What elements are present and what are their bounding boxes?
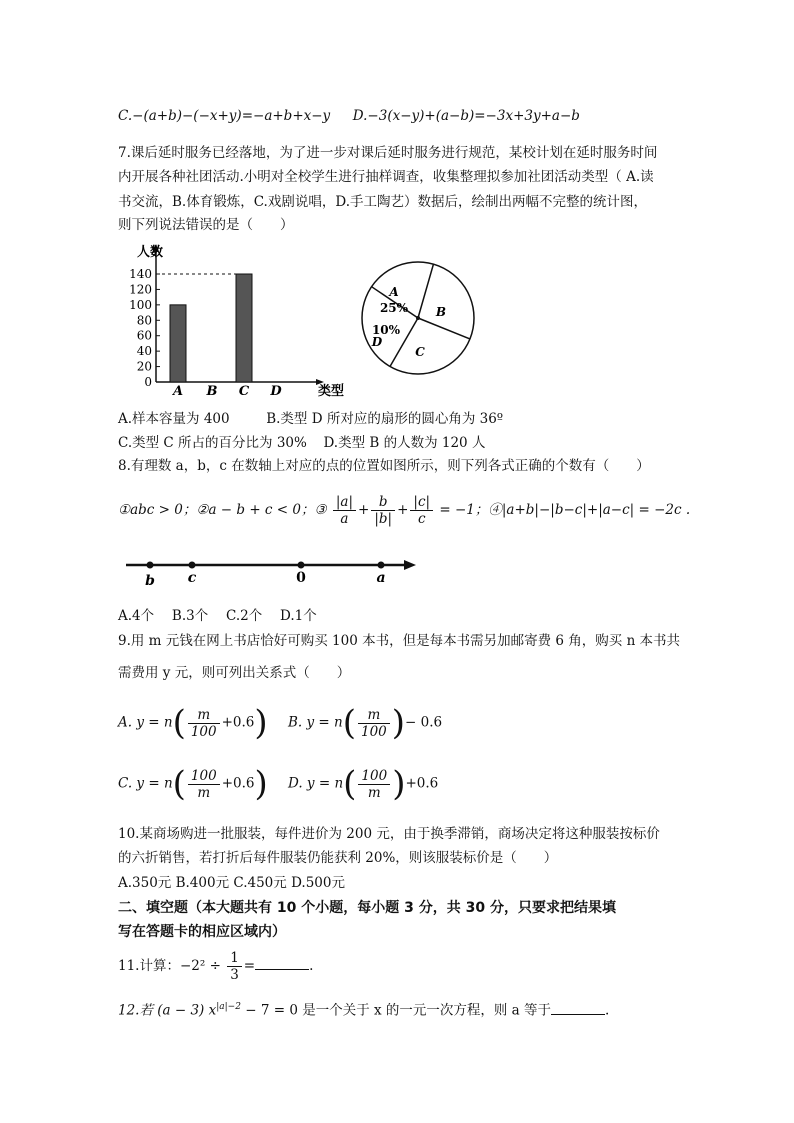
q9-option-d-post: +0.6 bbox=[405, 775, 439, 792]
pie-label-D: D bbox=[371, 335, 383, 349]
q8-options: A.4个 B.3个 C.2个 D.1个 bbox=[118, 608, 317, 624]
label-zero: 0 bbox=[296, 570, 306, 586]
q11-num: 1 bbox=[227, 950, 242, 967]
q6-options bbox=[118, 107, 580, 125]
q9-option-a-num: m bbox=[188, 707, 220, 724]
q7-options-row1 bbox=[118, 410, 503, 428]
q8-frac-a: $\frac{|a|}{a}$ bbox=[333, 494, 356, 527]
q8-frac-b: $\frac{b}{|b|}$ bbox=[371, 494, 395, 527]
q10-stem-line1: 10.某商场购进一批服装，每件进价为 200 元，由于换季滞销，商场决定将这种服装按标价 bbox=[118, 826, 660, 842]
q11-answer-blank[interactable] bbox=[255, 955, 309, 970]
q7-option-a: A.样本容量为 400 bbox=[118, 411, 230, 427]
q7-stem-line4: 则下列说法错误的是（ ） bbox=[118, 217, 294, 233]
pie-chart bbox=[352, 240, 482, 390]
bar-y-tick-label: 120 bbox=[129, 282, 152, 297]
pie-center bbox=[416, 316, 420, 320]
number-line-arrow bbox=[404, 560, 416, 570]
q11-equals: = bbox=[243, 958, 256, 974]
q9-stem-line1: 9.用 m 元钱在网上书店恰好可购买 100 本书，但是每本书需另加邮寄费 6 角，购买 n 本书共 bbox=[118, 633, 681, 649]
q9-option-b-den: 100 bbox=[360, 723, 387, 740]
q7-option-d: D.类型 B 的人数为 120 人 bbox=[323, 435, 486, 451]
number-line bbox=[118, 552, 418, 588]
bar-y-tick-label: 100 bbox=[129, 297, 152, 312]
q9-option-d: D. y = n( $\frac{100}{m}$ )+0.6 bbox=[288, 764, 439, 804]
q7-stem-line2: 内开展各种社团活动.小明对全校学生进行抽样调查，收集整理拟参加社团活动类型（ A.读 bbox=[118, 169, 654, 185]
pie-percent-A: 25% bbox=[379, 301, 409, 315]
q9-option-c-prefix: C. y = n bbox=[118, 775, 173, 792]
q11-prefix: 11.计算：−2² ÷ bbox=[118, 958, 221, 974]
q12 bbox=[118, 998, 609, 1020]
bar-y-tick-label: 140 bbox=[129, 267, 152, 281]
q9-option-b-prefix: B. y = n bbox=[288, 714, 343, 731]
label-b: b bbox=[145, 573, 155, 588]
q9-option-b-frac bbox=[358, 707, 390, 740]
q9-option-b-num: m bbox=[358, 707, 390, 724]
bar-y-tick-label: 80 bbox=[136, 313, 152, 328]
q8-statements: ①abc > 0；②a − b + c < 0；③ $\frac{|a|}{a}$ + $\frac{b}{|b|}$ + $\frac{|c|}{c}$ = −1；④|a+b|−|b−c|+|a−c| = −2c . bbox=[118, 494, 691, 527]
q12-end: . bbox=[605, 1002, 610, 1019]
q9-option-a-frac bbox=[188, 707, 220, 740]
q8-statement-3-4: = −1；④|a+b|−|b−c|+|a−c| = −2c . bbox=[435, 502, 691, 518]
pie-label-A: A bbox=[389, 285, 399, 299]
q7-options-row2 bbox=[118, 434, 485, 452]
q9-option-d-prefix: D. y = n bbox=[288, 775, 344, 792]
bar-y-label: 人数 bbox=[136, 245, 164, 260]
bar-category-label: C bbox=[238, 384, 250, 398]
bar-category-label: D bbox=[270, 384, 282, 398]
q9-option-d-den: m bbox=[367, 784, 381, 801]
q12-answer-blank[interactable] bbox=[551, 1000, 605, 1015]
q7-stem-line3: 书交流，B.体育锻炼，C.戏剧说唱，D.手工陶艺）数据后，绘制出两幅不完整的统计图， bbox=[118, 194, 647, 210]
label-a: a bbox=[376, 570, 386, 586]
label-c: c bbox=[187, 570, 197, 586]
section-2-heading-line1: 二、填空题（本大题共有 10 个小题，每小题 3 分，共 30 分，只要求把结果填 bbox=[118, 900, 616, 916]
q11-frac bbox=[227, 950, 242, 983]
q7-stem-line1: 7.课后延时服务已经落地，为了进一步对课后延时服务进行规范，某校计划在延时服务时间 bbox=[118, 145, 658, 161]
q9-option-a-den: 100 bbox=[190, 723, 217, 740]
q9-option-c-den: m bbox=[197, 784, 211, 801]
q12-prefix: 12.若 (a − 3) x bbox=[118, 1002, 217, 1019]
q9-option-a-prefix: A. y = n bbox=[118, 714, 173, 731]
bar-y-tick-label: 40 bbox=[136, 344, 152, 359]
bar-C bbox=[236, 274, 252, 382]
q9-option-d-num: 100 bbox=[358, 768, 390, 785]
bar-y-tick-label: 0 bbox=[144, 375, 152, 389]
pie-percent-D: 10% bbox=[371, 323, 401, 337]
pie-slice-boundary bbox=[418, 318, 470, 339]
q9-stem-line2: 需费用 y 元，则可列出关系式（ ） bbox=[118, 665, 351, 681]
q9-option-a: A. y = n( $\frac{m}{100}$ +0.6) bbox=[118, 703, 268, 743]
q9-option-b-post: − 0.6 bbox=[405, 714, 443, 731]
q9-option-c-num: 100 bbox=[188, 768, 220, 785]
pie-label-B: B bbox=[435, 305, 447, 319]
q9-option-b: B. y = n( $\frac{m}{100}$ )− 0.6 bbox=[288, 703, 443, 743]
bar-y-tick-label: 20 bbox=[136, 359, 152, 374]
q6-option-d: D.−3(x−y)+(a−b)=−3x+3y+a−b bbox=[352, 108, 580, 124]
q9-option-c-frac bbox=[188, 768, 220, 801]
point-a bbox=[378, 562, 385, 569]
q12-exponent: |a|−2 bbox=[216, 1002, 241, 1012]
q9-option-c: C. y = n( $\frac{100}{m}$ +0.6) bbox=[118, 764, 268, 804]
bar-chart bbox=[118, 238, 346, 398]
q8-statement-1-2: ①abc > 0；②a − b + c < 0；③ bbox=[118, 502, 327, 518]
q11: 11.计算：−2² ÷ $\frac{1}{3}$ = . bbox=[118, 950, 314, 983]
q11-den: 3 bbox=[230, 967, 239, 983]
q10-stem-line2: 的六折销售，若打折后每件服装仍能获利 20%，则该服装标价是（ ） bbox=[118, 850, 558, 866]
bar-A bbox=[170, 305, 186, 382]
q9-option-a-post: +0.6 bbox=[221, 714, 255, 731]
bar-category-label: B bbox=[206, 384, 218, 398]
q8-stem: 8.有理数 a，b，c 在数轴上对应的点的位置如图所示，则下列各式正确的个数有（ ） bbox=[118, 458, 650, 474]
q7-option-c: C.类型 C 所占的百分比为 30% bbox=[118, 435, 307, 451]
pie-slice-boundary bbox=[418, 264, 433, 318]
q9-option-c-post: +0.6 bbox=[221, 775, 255, 792]
bar-x-label: 类型 bbox=[318, 384, 345, 398]
bar-y-tick-label: 60 bbox=[136, 328, 152, 343]
q12-middle: − 7 = 0 是一个关于 x 的一元一次方程，则 a 等于 bbox=[240, 1002, 552, 1019]
q10-options: A.350元 B.400元 C.450元 D.500元 bbox=[118, 875, 345, 891]
bar-category-label: A bbox=[172, 384, 184, 398]
q7-option-b: B.类型 D 所对应的扇形的圆心角为 36º bbox=[266, 411, 504, 427]
pie-label-C: C bbox=[415, 345, 425, 359]
point-c bbox=[189, 562, 196, 569]
point-zero bbox=[298, 562, 305, 569]
q8-frac-c: $\frac{|c|}{c}$ bbox=[410, 494, 433, 527]
section-2-heading-line2: 写在答题卡的相应区域内） bbox=[118, 924, 286, 940]
point-b bbox=[147, 562, 154, 569]
q9-option-d-frac bbox=[358, 768, 390, 801]
q6-option-c: C.−(a+b)−(−x+y)=−a+b+x−y bbox=[118, 108, 331, 124]
